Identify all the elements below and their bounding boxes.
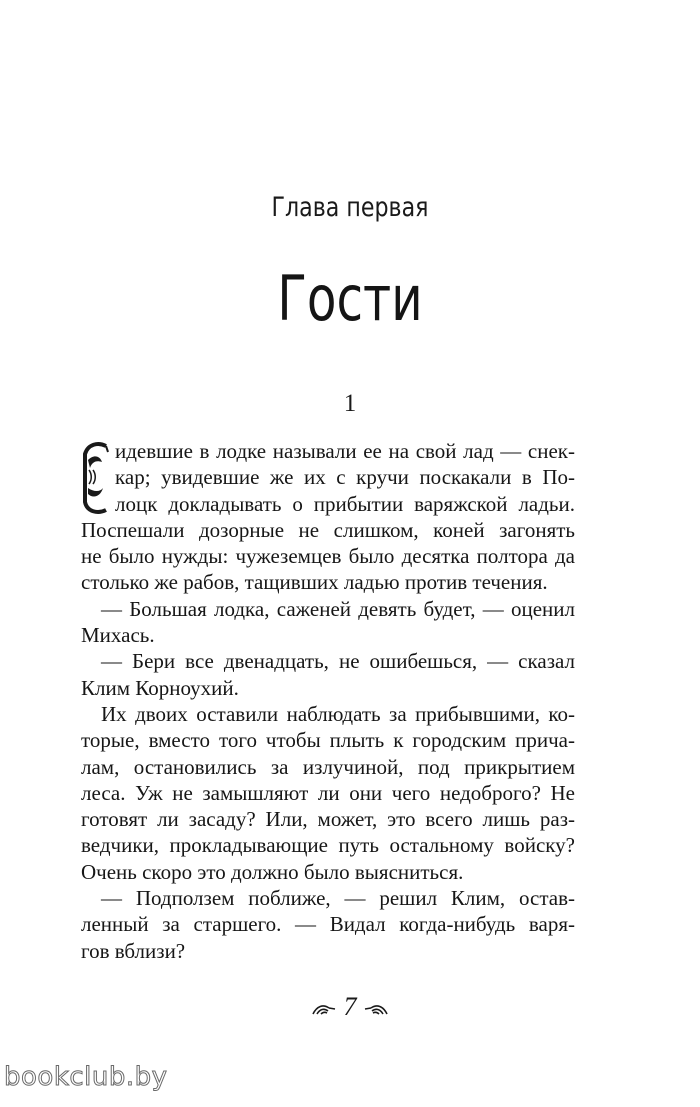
text-line: — Бери все двенадцать, не ошибешься, — сказал bbox=[101, 649, 575, 674]
text-line: Очень скоро это должно было выясниться. bbox=[81, 859, 464, 884]
text-line: — Подползем поближе, — решил Клим, остав- bbox=[101, 886, 575, 911]
body-text bbox=[81, 438, 575, 964]
watermark: bookclub.by bbox=[4, 1062, 168, 1092]
text-line: идевшие в лодке называли ее на свой лад — снек- bbox=[115, 439, 575, 463]
text-line: не было нужды: чужеземцев было десятка полтора да bbox=[81, 544, 575, 569]
text-line: Клим Корноухий. bbox=[81, 675, 239, 700]
left-ornament-icon bbox=[311, 1002, 337, 1016]
text-line: леса. Уж не замышляют ли они чего недоброго? Не bbox=[81, 780, 575, 805]
chapter-label: Глава первая bbox=[271, 192, 429, 223]
text-line: Их двоих оставили наблюдать за прибывшими, ко- bbox=[101, 701, 575, 726]
page-number-text: 7 bbox=[343, 992, 357, 1021]
text-line: гов вблизи? bbox=[81, 938, 186, 963]
page-number bbox=[0, 992, 700, 1022]
text-line: — Большая лодка, саженей девять будет, — оценил bbox=[101, 596, 575, 621]
text-line: кар; увидевшие же их с кручи поскакали в По- bbox=[115, 465, 575, 490]
chapter-title: Гости bbox=[277, 262, 423, 335]
text-line: Михась. bbox=[81, 623, 155, 648]
text-line: столько же рабов, тащивших ладью против течения. bbox=[81, 570, 548, 595]
text-line: торые, вместо того чтобы плыть к городским прича- bbox=[81, 728, 575, 753]
text-line: ленный за старшего. — Видал когда-нибудь варя- bbox=[81, 912, 575, 937]
text-line: готовят ли засаду? Или, может, это всего лишь раз- bbox=[81, 807, 575, 832]
text-line: ведчики, прокладывающие путь остальному войску? bbox=[81, 833, 575, 858]
text-line: Поспешали дозорные не слишком, коней загонять bbox=[81, 517, 575, 542]
right-ornament-icon bbox=[363, 1002, 389, 1016]
text-line: лоцк докладывать о прибытии варяжской ладьи. bbox=[115, 491, 575, 516]
text-line: лам, остановились за излучиной, под прикрытием bbox=[81, 754, 575, 779]
section-number: 1 bbox=[343, 390, 357, 417]
